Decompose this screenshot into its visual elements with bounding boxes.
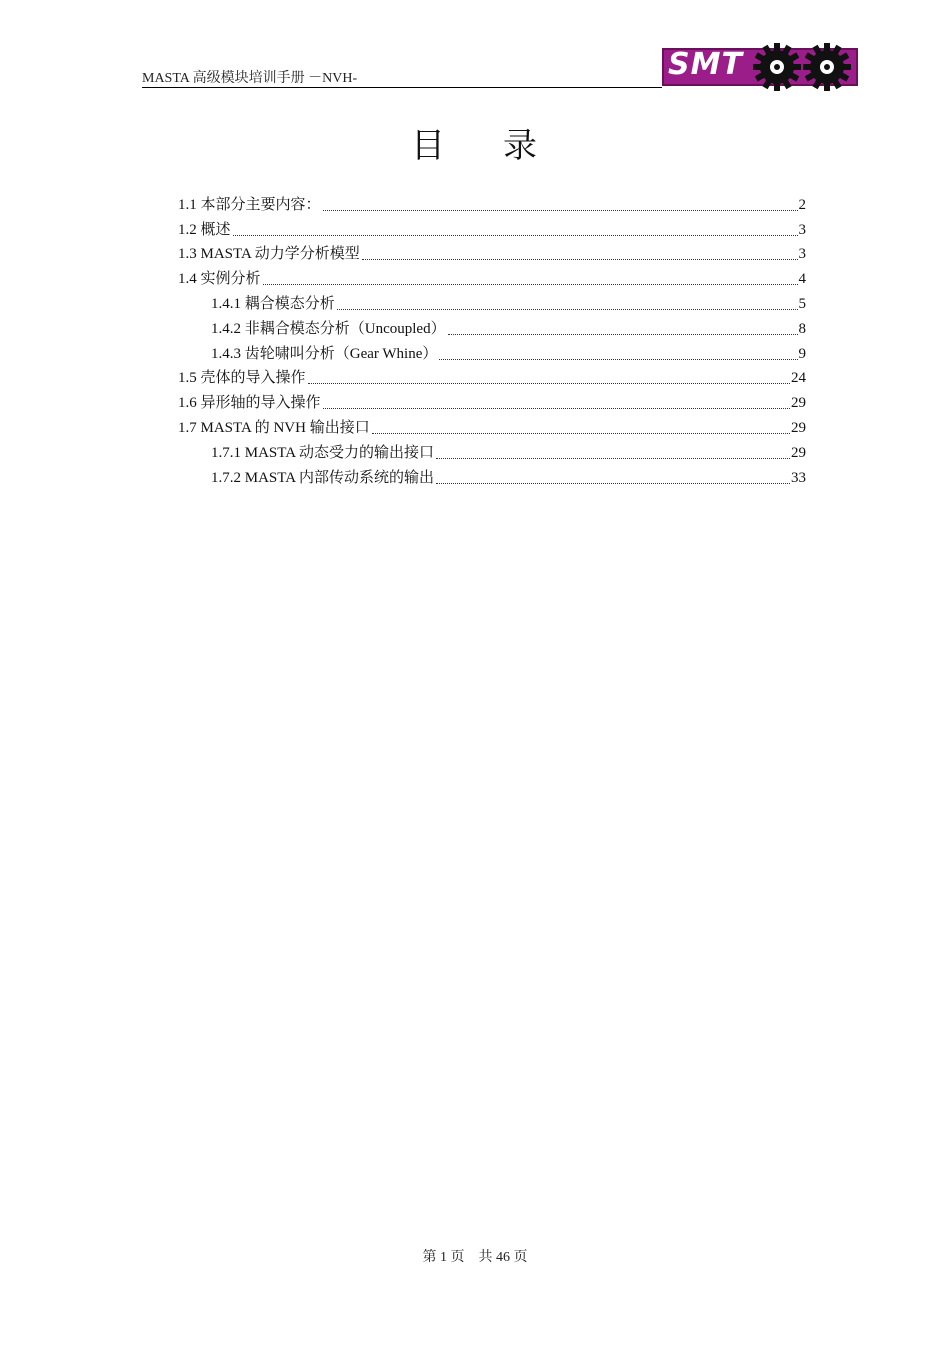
toc-entry-page: 24 — [791, 370, 806, 387]
toc-entry-label: 1.6 异形轴的导入操作 — [178, 395, 321, 412]
toc-entry-label: 1.4.2 非耦合模态分析（Uncoupled） — [211, 320, 446, 337]
toc-entry-page: 29 — [791, 444, 806, 461]
toc-entry-label: 1.4.3 齿轮啸叫分析（Gear Whine） — [211, 345, 438, 362]
toc-entry-page: 9 — [798, 345, 806, 362]
toc-entry-page: 2 — [798, 196, 806, 213]
toc-entry-page: 4 — [798, 271, 806, 288]
toc-leader-dots — [372, 432, 790, 434]
toc-entry-label: 1.1 本部分主要内容： — [178, 196, 321, 213]
toc-entry[interactable] — [178, 240, 806, 265]
toc-entry[interactable] — [178, 463, 806, 488]
logo-text: SMT — [668, 47, 743, 82]
page-footer: 第 1 页 共 46 页 — [422, 1250, 528, 1265]
toc-entry[interactable] — [178, 215, 806, 240]
header-rule — [142, 87, 662, 88]
toc-leader-dots — [436, 482, 790, 484]
header-title: MASTA 高级模块培训手册 －NVH- — [142, 71, 358, 86]
toc-entry-label: 1.4 实例分析 — [178, 271, 261, 288]
toc-leader-dots — [323, 209, 798, 211]
toc-entry-page: 29 — [791, 395, 806, 412]
smt-logo — [662, 44, 860, 90]
toc-entry-label: 1.2 概述 — [178, 221, 231, 238]
toc-entry[interactable] — [178, 364, 806, 389]
toc-title — [0, 118, 950, 167]
toc-leader-dots — [233, 234, 798, 236]
toc-entry-page: 8 — [798, 320, 806, 337]
toc-leader-dots — [337, 308, 798, 310]
toc-leader-dots — [323, 407, 790, 409]
toc-entry[interactable] — [178, 190, 806, 215]
toc-title-char: 目 — [411, 126, 447, 166]
toc-title-char: 录 — [503, 126, 539, 166]
toc-entry-label: 1.3 MASTA 动力学分析模型 — [178, 246, 360, 263]
toc-entry-label: 1.5 壳体的导入操作 — [178, 370, 306, 387]
toc-leader-dots — [308, 382, 790, 384]
toc-entry-page: 3 — [798, 221, 806, 238]
toc-entry[interactable] — [178, 388, 806, 413]
toc-leader-dots — [448, 333, 798, 335]
toc-entry-label: 1.7.1 MASTA 动态受力的输出接口 — [211, 444, 434, 461]
toc-entry-page: 5 — [798, 295, 806, 312]
gear-icon — [802, 42, 852, 92]
toc-entry-page: 3 — [798, 246, 806, 263]
page-header — [142, 40, 860, 90]
toc-leader-dots — [439, 358, 797, 360]
toc-entry-label: 1.7.2 MASTA 内部传动系统的输出 — [211, 469, 434, 486]
toc-entry[interactable] — [178, 413, 806, 438]
toc-entry-page: 33 — [791, 469, 806, 486]
toc-entry[interactable] — [178, 264, 806, 289]
toc-entry[interactable] — [178, 438, 806, 463]
toc-entry-page: 29 — [791, 419, 806, 436]
toc-leader-dots — [362, 258, 798, 260]
toc-leader-dots — [436, 457, 790, 459]
gear-icon — [752, 42, 802, 92]
toc-entry[interactable] — [178, 289, 806, 314]
toc-entry-label: 1.7 MASTA 的 NVH 输出接口 — [178, 419, 370, 436]
toc-leader-dots — [263, 283, 798, 285]
toc-entry[interactable] — [178, 314, 806, 339]
table-of-contents — [178, 190, 806, 488]
toc-entry[interactable] — [178, 339, 806, 364]
toc-entry-label: 1.4.1 耦合模态分析 — [211, 295, 335, 312]
